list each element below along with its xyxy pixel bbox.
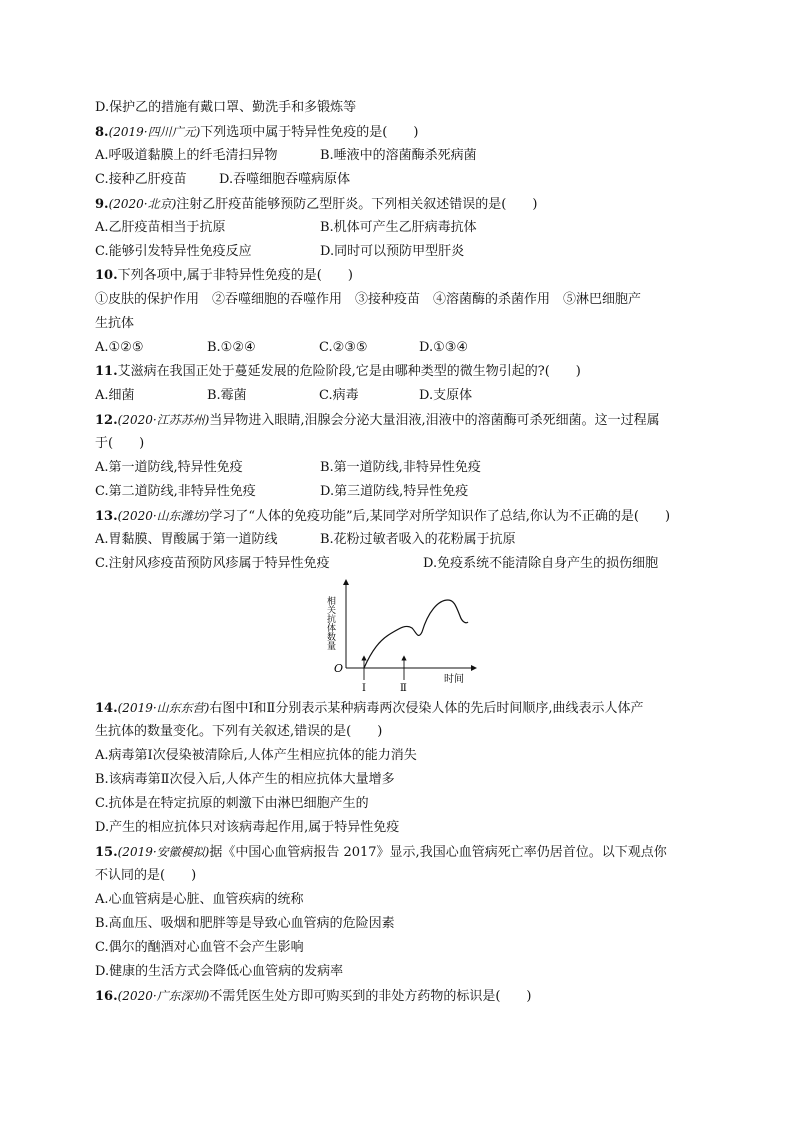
q15-option-a[interactable]: A.心血管病是心脏、血管疾病的统称 — [95, 892, 304, 907]
q14-stem-cont: 生抗体的数量变化。下列有关叙述,错误的是( ) — [95, 724, 383, 739]
question-15 — [95, 840, 715, 864]
q12-options-row2 — [95, 480, 715, 504]
question-number: 10. — [95, 268, 118, 283]
question-stem: 学习了“人体的免疫功能”后,某同学对所学知识作了总结,你认为不正确的是( ) — [209, 509, 671, 524]
q11-option-a[interactable]: A.细菌 — [95, 388, 135, 403]
q12-option-d[interactable]: D.第三道防线,特异性免疫 — [320, 484, 469, 499]
question-stem: 艾滋病在我国正处于蔓延发展的危险阶段,它是由哪种类型的微生物引起的?( ) — [117, 364, 581, 379]
q15-option-b[interactable]: B.高血压、吸烟和肥胖等是导致心血管病的危险因素 — [95, 916, 395, 931]
q8-option-a[interactable]: A.呼吸道黏膜上的纤毛清扫异物 — [95, 148, 278, 163]
q10-items-line1: ①皮肤的保护作用 ②吞噬细胞的吞噬作用 ③接种疫苗 ④溶菌酶的杀菌作用 ⑤淋巴细胞产 — [95, 292, 642, 307]
antibody-curve-figure — [95, 578, 715, 696]
question-14 — [95, 696, 715, 720]
question-source: (2020·山东潍坊) — [117, 509, 210, 523]
q8-option-b[interactable]: B.唾液中的溶菌酶杀死病菌 — [320, 148, 477, 163]
q13-options-row1 — [95, 528, 715, 552]
question-number: 14. — [95, 701, 118, 716]
q12-option-a[interactable]: A.第一道防线,特异性免疫 — [95, 460, 243, 475]
exam-page — [95, 96, 715, 1008]
question-stem: 不需凭医生处方即可购买到的非处方药物的标识是( ) — [209, 989, 532, 1004]
question-number: 9. — [95, 197, 109, 212]
q13-option-a[interactable]: A.胃黏膜、胃酸属于第一道防线 — [95, 532, 278, 547]
option-d-prev: D.保护乙的措施有戴口罩、勤洗手和多锻炼等 — [95, 100, 357, 115]
question-11 — [95, 360, 715, 384]
question-source: (2019·安徽模拟) — [117, 845, 210, 859]
question-number: 15. — [95, 845, 118, 860]
q8-options-row1 — [95, 144, 715, 168]
question-number: 11. — [95, 364, 118, 379]
question-number: 16. — [95, 989, 118, 1004]
q8-option-d[interactable]: D.吞噬细胞吞噬病原体 — [219, 172, 351, 187]
q12-options-row1 — [95, 456, 715, 480]
question-13 — [95, 504, 715, 528]
y-axis-label: 相关抗体数量 — [325, 596, 335, 650]
mark-ii-label: Ⅱ — [400, 683, 407, 694]
question-12 — [95, 408, 715, 432]
question-stem: 当异物进入眼睛,泪腺会分泌大量泪液,泪液中的溶菌酶可杀死细菌。这一过程属 — [209, 413, 660, 428]
question-source: (2020·北京) — [108, 197, 177, 211]
q12-option-c[interactable]: C.第二道防线,非特异性免疫 — [95, 484, 256, 499]
q11-option-b[interactable]: B.霉菌 — [207, 388, 247, 403]
q10-option-d[interactable]: D.①③④ — [419, 340, 469, 355]
question-stem: 据《中国心血管病报告 2017》显示,我国心血管病死亡率仍居首位。以下观点你 — [209, 845, 667, 860]
q11-option-d[interactable]: D.支原体 — [419, 388, 473, 403]
q9-option-b[interactable]: B.机体可产生乙肝病毒抗体 — [320, 220, 477, 235]
mark-i-label: Ⅰ — [362, 683, 366, 694]
q14-option-d[interactable]: D.产生的相应抗体只对该病毒起作用,属于特异性免疫 — [95, 820, 400, 835]
q9-option-c[interactable]: C.能够引发特异性免疫反应 — [95, 244, 252, 259]
q10-option-c[interactable]: C.②③⑤ — [319, 340, 368, 355]
q10-items-line2: 生抗体 — [95, 316, 135, 331]
x-axis-label: 时间 — [444, 674, 464, 685]
q14-option-a[interactable]: A.病毒第Ⅰ次侵染被清除后,人体产生相应抗体的能力消失 — [95, 748, 417, 763]
question-10 — [95, 264, 715, 288]
q10-options — [95, 336, 715, 360]
q10-option-a[interactable]: A.①②⑤ — [95, 340, 144, 355]
q9-options-row1 — [95, 216, 715, 240]
question-source: (2020·广东深圳) — [117, 989, 210, 1003]
q11-options — [95, 384, 715, 408]
q14-option-c[interactable]: C.抗体是在特定抗原的刺激下由淋巴细胞产生的 — [95, 796, 369, 811]
q15-stem-cont: 不认同的是( ) — [95, 868, 197, 883]
question-9 — [95, 192, 715, 216]
q11-option-c[interactable]: C.病毒 — [319, 388, 359, 403]
q9-option-d[interactable]: D.同时可以预防甲型肝炎 — [320, 244, 465, 259]
q9-options-row2 — [95, 240, 715, 264]
question-source: (2019·山东东营) — [117, 701, 210, 715]
q13-options-row2 — [95, 552, 715, 576]
origin-label: O — [334, 662, 344, 675]
q13-option-d[interactable]: D.免疫系统不能清除自身产生的损伤细胞 — [423, 556, 659, 571]
question-number: 8. — [95, 125, 109, 140]
q12-option-b[interactable]: B.第一道防线,非特异性免疫 — [320, 460, 481, 475]
question-stem: 注射乙肝疫苗能够预防乙型肝炎。下列相关叙述错误的是( ) — [176, 197, 538, 212]
question-source: (2020·江苏苏州) — [117, 413, 210, 427]
question-stem: 下列选项中属于特异性免疫的是( ) — [200, 125, 419, 140]
antibody-curve — [364, 600, 468, 668]
q9-option-a[interactable]: A.乙肝疫苗相当于抗原 — [95, 220, 226, 235]
q15-option-c[interactable]: C.偶尔的酗酒对心血管不会产生影响 — [95, 940, 304, 955]
q14-option-b[interactable]: B.该病毒第Ⅱ次侵入后,人体产生的相应抗体大量增多 — [95, 772, 395, 787]
q13-option-b[interactable]: B.花粉过敏者吸入的花粉属于抗原 — [320, 532, 516, 547]
q15-option-d[interactable]: D.健康的生活方式会降低心血管病的发病率 — [95, 964, 344, 979]
antibody-curve-svg — [320, 578, 480, 694]
q13-option-c[interactable]: C.注射风疹疫苗预防风疹属于特异性免疫 — [95, 556, 330, 571]
question-number: 12. — [95, 413, 118, 428]
question-16 — [95, 984, 715, 1008]
question-number: 13. — [95, 509, 118, 524]
q8-option-c[interactable]: C.接种乙肝疫苗 — [95, 172, 187, 187]
q12-stem-cont: 于( ) — [95, 436, 145, 451]
question-8 — [95, 120, 715, 144]
q8-options-row2 — [95, 168, 715, 192]
q10-option-b[interactable]: B.①②④ — [207, 340, 256, 355]
question-stem: 右图中Ⅰ和Ⅱ分别表示某种病毒两次侵染人体的先后时间顺序,曲线表示人体产 — [209, 701, 644, 716]
question-source: (2019·四川广元) — [108, 125, 201, 139]
question-stem: 下列各项中,属于非特异性免疫的是( ) — [117, 268, 353, 283]
